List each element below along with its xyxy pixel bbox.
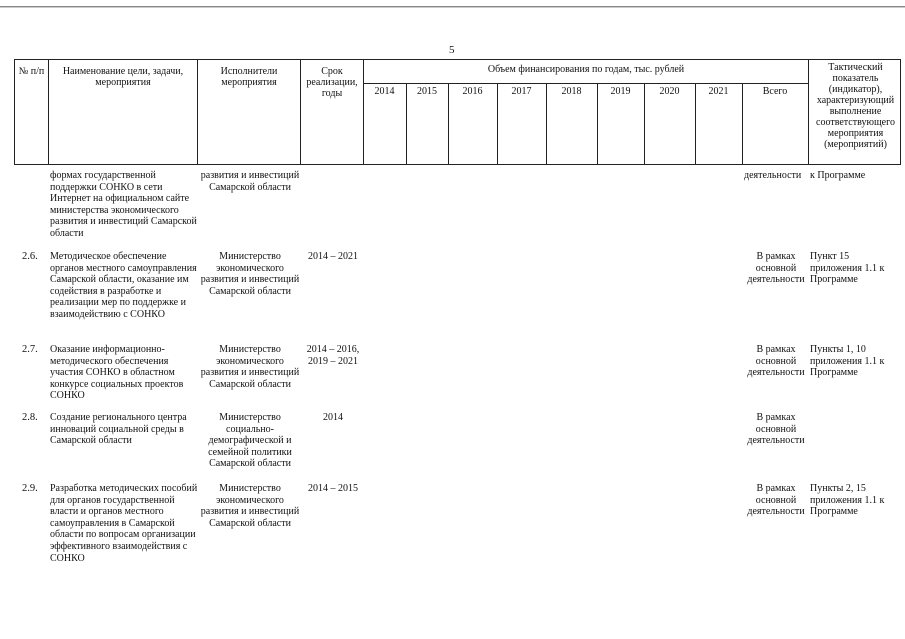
year-2019-header: 2019: [610, 86, 631, 97]
row-2-6-num: 2.6.: [22, 251, 38, 262]
year-2014-header: 2014: [374, 86, 395, 97]
row-2-7-exec: Министерство экономического развития и инвестиций Самарской области: [200, 344, 300, 390]
row-cont-total: деятельности: [744, 170, 802, 181]
col-finance-header: Объем финансирования по годам, тыс. рублей: [487, 64, 685, 75]
row-2-7-term: 2014 – 2016, 2019 – 2021: [306, 344, 360, 367]
divider: [197, 60, 198, 164]
page-number: 5: [449, 44, 455, 56]
year-2015-header: 2015: [417, 86, 437, 97]
row-2-7-name: Оказание информационно-методического обеспечения участия СОНКО в областном конкурсе социальных проектов СОНКО: [50, 344, 184, 402]
row-2-9-total: В рамках основной деятельности: [747, 483, 805, 518]
year-2016-header: 2016: [462, 86, 483, 97]
row-2-8-exec: Министерство социально-демографической и семейной политики Самарской области: [208, 412, 292, 470]
row-2-7-num: 2.7.: [22, 344, 38, 355]
row-2-9-num: 2.9.: [22, 483, 38, 494]
row-2-7-indicator: Пункты 1, 10 приложения 1.1 к Программе: [810, 344, 885, 379]
divider: [363, 60, 364, 164]
table-header: [14, 59, 901, 165]
row-cont-name: формах государственной поддержки СОНКО в сети Интернет на официальном сайте министерства экономического развития и инвестиций Самарской области: [50, 170, 197, 239]
col-term-header: Срок реализации, годы: [306, 66, 358, 99]
col-indicator-header: Тактический показатель (индикатор), характеризующий выполнение соответствующего мероприятия (мероприятий): [816, 62, 895, 150]
row-2-6-total: В рамках основной деятельности: [747, 251, 805, 286]
row-2-9-name: Разработка методических пособий для органов государственной власти и органов местного самоуправления в Самарской области по вопросам организации эффективного взаимодействия с СОНКО: [50, 483, 198, 564]
total-header: Всего: [762, 86, 788, 97]
row-2-9-term: 2014 – 2015: [308, 483, 358, 494]
row-2-6-term: 2014 – 2021: [308, 251, 358, 262]
row-2-8-total: В рамках основной деятельности: [747, 412, 805, 447]
divider: [363, 83, 808, 84]
year-2020-header: 2020: [659, 86, 680, 97]
row-2-9-exec: Министерство экономического развития и инвестиций Самарской области: [200, 483, 300, 529]
col-name-header: Наименование цели, задачи, мероприятия: [62, 66, 184, 88]
col-exec-header: Исполнители мероприятия: [220, 66, 278, 88]
year-2021-header: 2021: [708, 86, 729, 97]
scan-edge-shadow: [0, 7, 905, 8]
row-2-6-indicator: Пункт 15 приложения 1.1 к Программе: [810, 251, 885, 286]
row-2-6-exec: Министерство экономического развития и инвестиций Самарской области: [200, 251, 300, 297]
row-2-9-indicator: Пункты 2, 15 приложения 1.1 к Программе: [810, 483, 885, 518]
row-2-8-name: Создание регионального центра инноваций социальной среды в Самарской области: [50, 412, 187, 447]
year-2018-header: 2018: [561, 86, 582, 97]
divider: [808, 60, 809, 164]
row-2-8-term: 2014: [323, 412, 343, 423]
year-2017-header: 2017: [511, 86, 532, 97]
col-num-header: № п/п: [18, 66, 45, 77]
row-2-8-num: 2.8.: [22, 412, 38, 423]
row-2-6-name: Методическое обеспечение органов местного самоуправления Самарской области, оказание им содействия в разработке и реализации мер по поддержке и взаимодействию с СОНКО: [50, 251, 197, 320]
row-2-7-total: В рамках основной деятельности: [747, 344, 805, 379]
row-cont-exec: развития и инвестиций Самарской области: [200, 170, 300, 193]
divider: [48, 60, 49, 164]
divider: [300, 60, 301, 164]
row-cont-indicator: к Программе: [810, 170, 866, 181]
